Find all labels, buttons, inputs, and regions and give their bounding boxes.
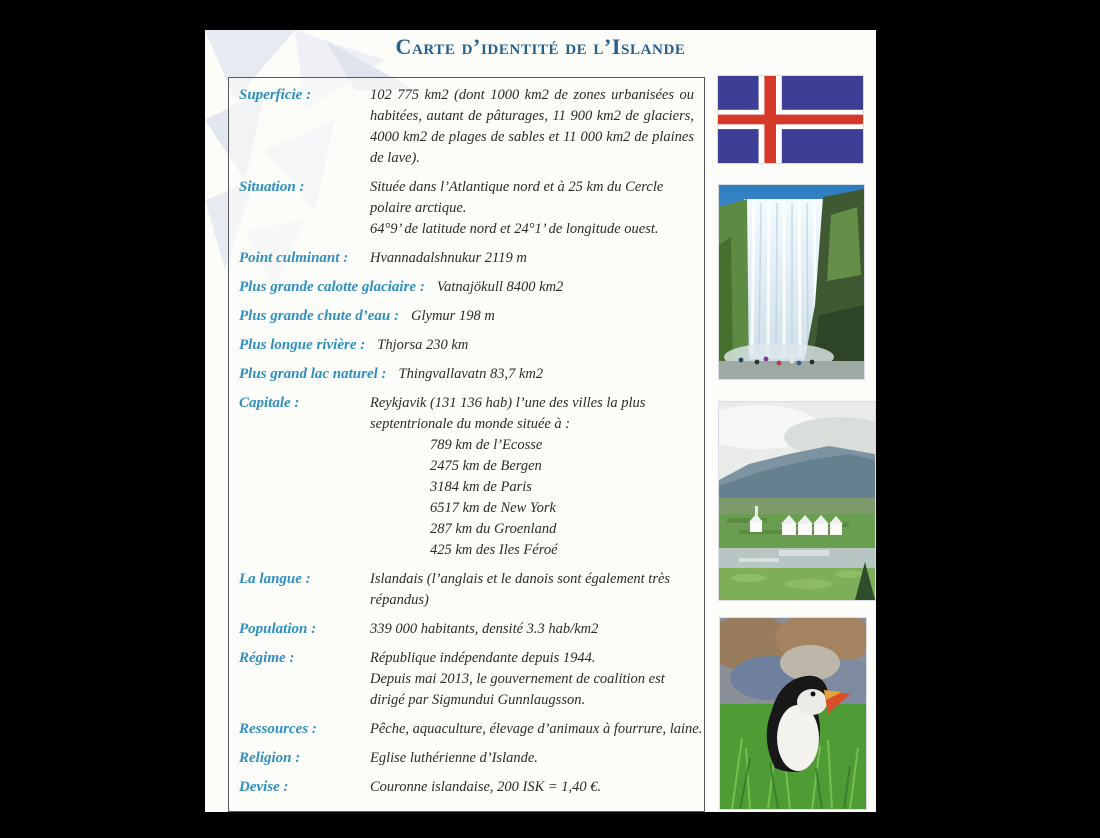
field-row-riviere: [239, 335, 694, 356]
field-label: Plus grande chute d’eau :: [239, 308, 400, 324]
field-value: Thingvallavatn 83,7 km2: [398, 366, 544, 382]
distance-line: 789 km de l’Ecosse: [430, 437, 543, 453]
distance-line: 3184 km de Paris: [430, 479, 532, 495]
field-row-point-culminant: [239, 248, 694, 269]
field-label: Capitale :: [239, 395, 300, 411]
puffin-photo: [719, 617, 867, 810]
distance-line: 287 km du Groenland: [430, 521, 557, 537]
field-label: Superficie :: [239, 87, 312, 103]
field-row-capitale: [239, 393, 694, 561]
distance-line: 2475 km de Bergen: [430, 458, 542, 474]
field-label: Régime :: [239, 650, 295, 666]
field-row-situation: [239, 177, 694, 240]
field-label: Plus longue rivière :: [239, 337, 366, 353]
scanned-document-page: [205, 30, 876, 812]
field-value: Pêche, aquaculture, élevage d’animaux à fourrure, laine.: [370, 721, 703, 737]
field-row-langue: [239, 569, 694, 611]
field-value: République indépendante depuis 1944.: [370, 650, 596, 666]
waterfall-photo: [718, 184, 865, 380]
field-value: Vatnajökull 8400 km2: [436, 279, 564, 295]
field-value: Glymur 198 m: [411, 308, 495, 324]
page-title: Carte d’identité de l’Islande: [395, 34, 686, 59]
landscape-photo: [718, 401, 876, 601]
distance-line: 6517 km de New York: [430, 500, 556, 516]
field-value: Hvannadalshnukur 2119 m: [370, 250, 527, 266]
field-row-chute-eau: [239, 306, 694, 327]
field-value: 64°9’ de latitude nord et 24°1’ de longitude ouest.: [370, 221, 659, 237]
field-row-devise: [239, 777, 694, 798]
field-row-regime: [239, 648, 694, 711]
field-label: Point culminant :: [239, 250, 349, 266]
field-value: 102 775 km2 (dont 1000 km2 de zones urbanisées ou habitées, autant de pâturages, 11 900 km2 de glaciers, 4000 km2 de plages de sables et 11 000 km2 de plaines de lave).: [370, 87, 694, 166]
field-label: Religion :: [239, 750, 301, 766]
iceland-flag-image: [717, 75, 864, 164]
field-value: Couronne islandaise, 200 ISK = 1,40 €.: [370, 779, 602, 795]
field-value: Islandais (l’anglais et le danois sont également très répandus): [370, 571, 671, 608]
field-label: Devise :: [239, 779, 289, 795]
field-label: Situation :: [239, 179, 305, 195]
field-label: Plus grande calotte glaciaire :: [239, 279, 425, 295]
field-row-religion: [239, 748, 694, 769]
field-value: Thjorsa 230 km: [377, 337, 469, 353]
field-label: La langue :: [239, 571, 311, 587]
field-value: Reykjavik (131 136 hab) l’une des villes la plus septentrionale du monde située à :: [370, 395, 646, 432]
field-value: Située dans l’Atlantique nord et à 25 km du Cercle polaire arctique.: [370, 179, 664, 216]
field-row-lac-naturel: [239, 364, 694, 385]
identity-card-box: [228, 77, 705, 812]
distance-line: 425 km des Iles Féroé: [430, 542, 558, 558]
field-label: Population :: [239, 621, 317, 637]
field-row-calotte-glaciaire: [239, 277, 694, 298]
field-row-population: [239, 619, 694, 640]
field-row-ressources: [239, 719, 703, 740]
field-value: 339 000 habitants, densité 3.3 hab/km2: [370, 621, 599, 637]
field-value: Depuis mai 2013, le gouvernement de coalition est dirigé par Sigmundui Gunnlaugsson.: [370, 671, 665, 708]
field-label: Ressources :: [239, 721, 317, 737]
field-label: Plus grand lac naturel :: [239, 366, 387, 382]
field-row-superficie: [239, 85, 694, 169]
field-value: Eglise luthérienne d’Islande.: [370, 750, 538, 766]
